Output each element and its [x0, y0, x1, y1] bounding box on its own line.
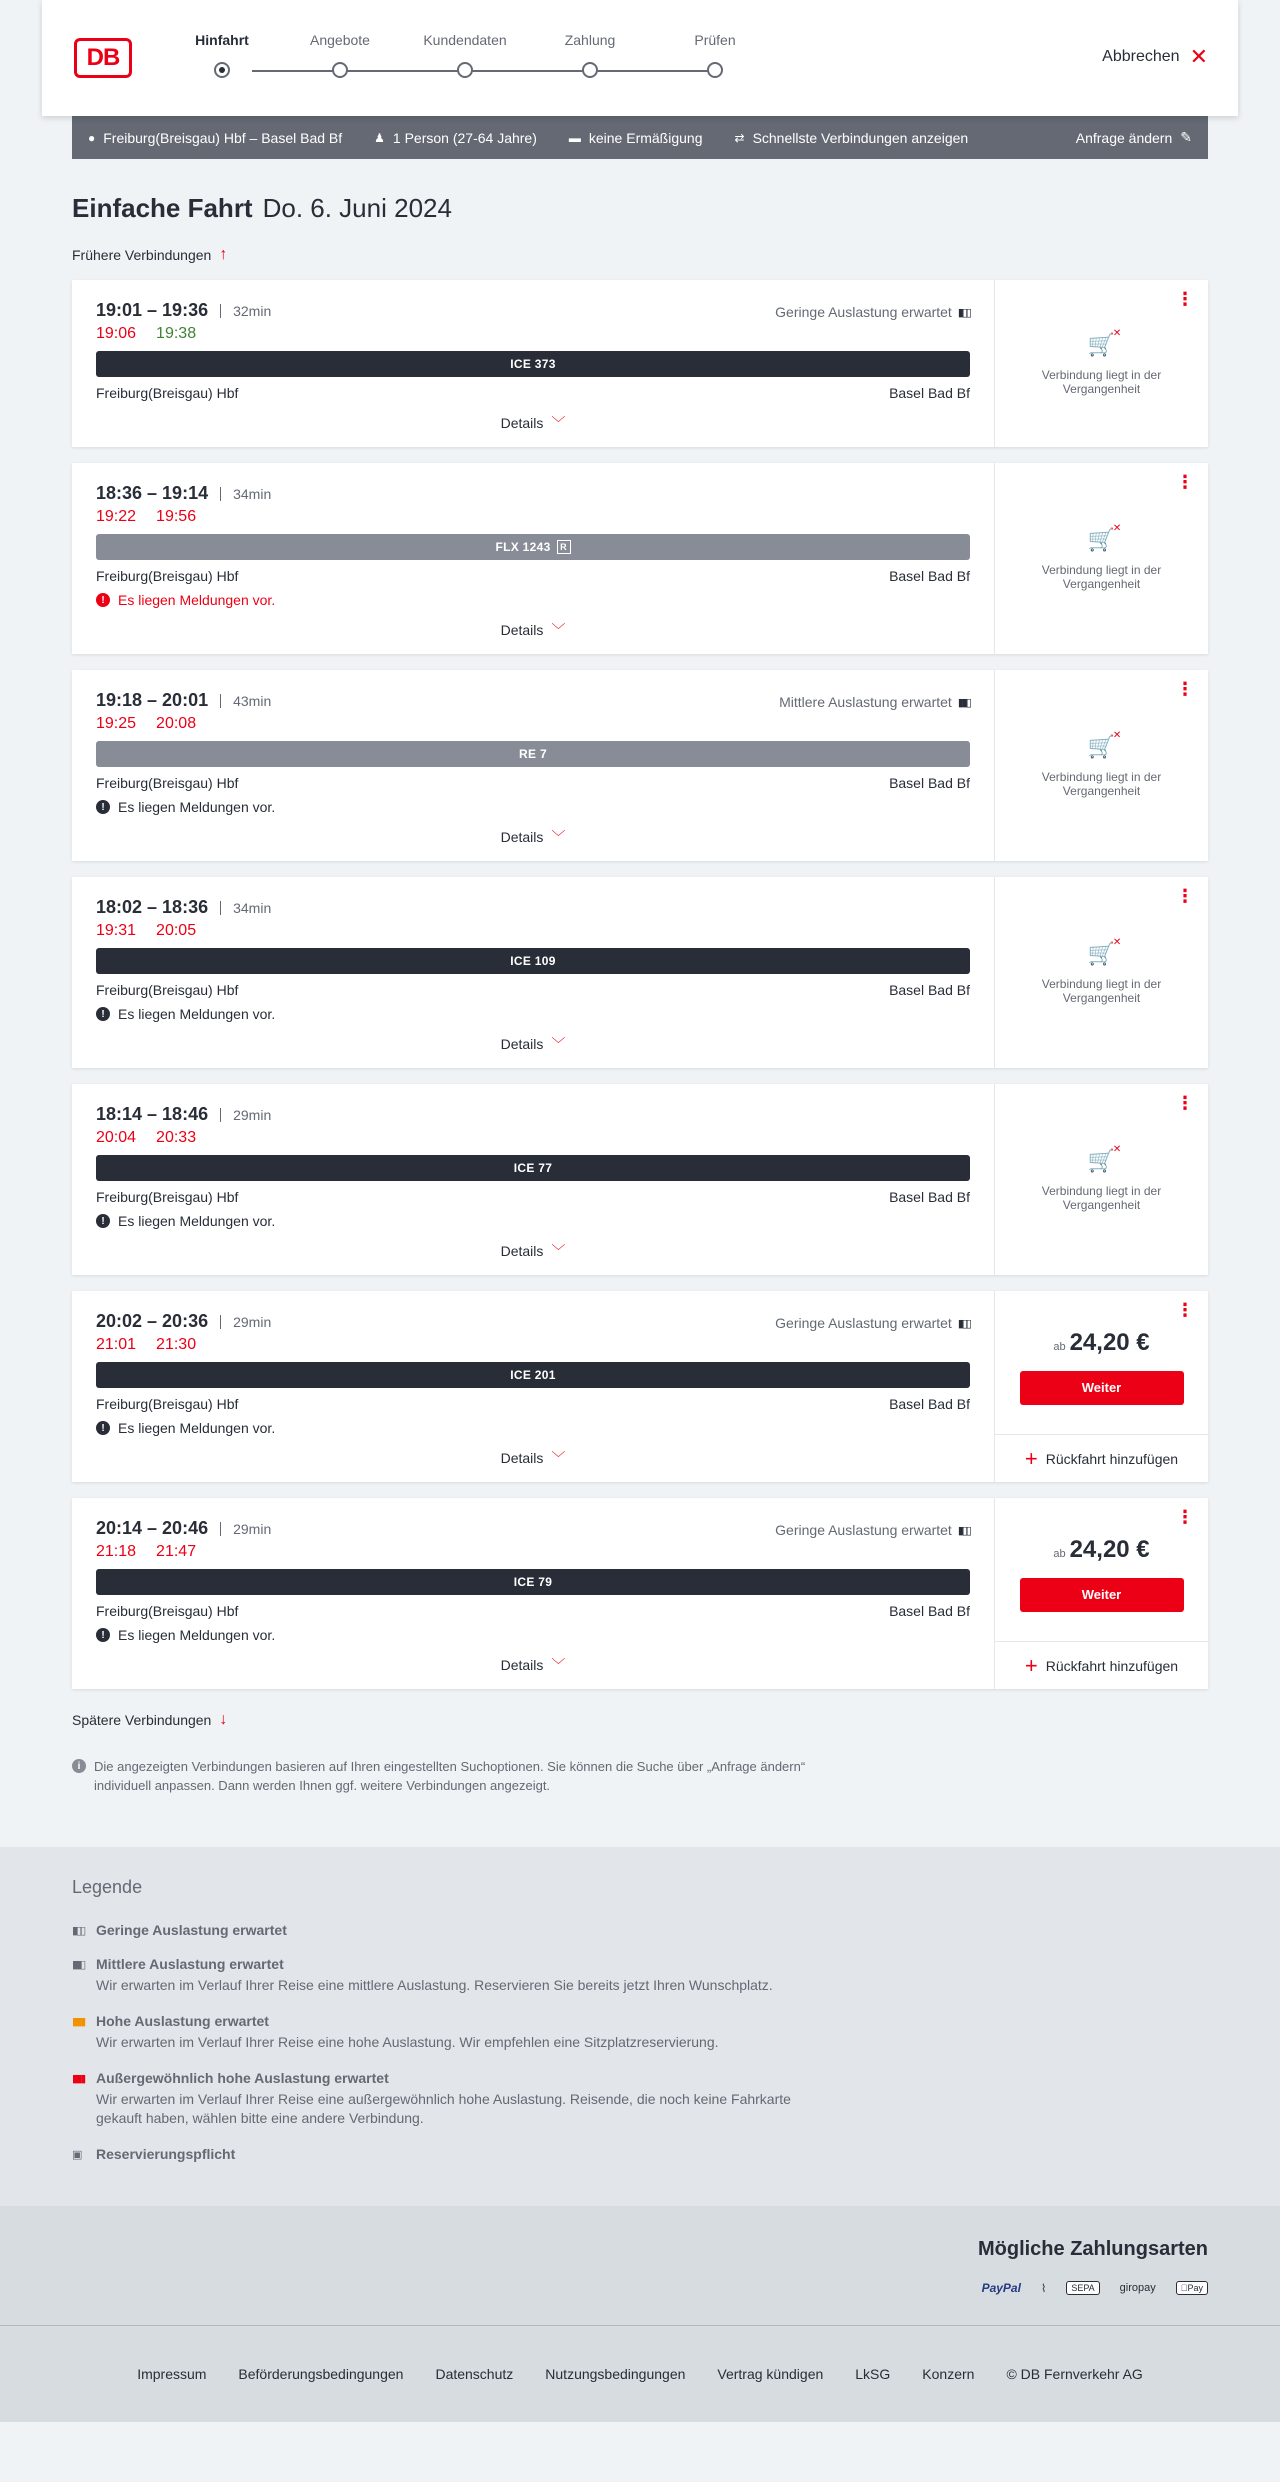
realtime-arrival: 20:33: [156, 1129, 197, 1146]
add-return-trip-button[interactable]: [995, 1434, 1208, 1482]
chevron-down-icon: ﹀: [551, 415, 566, 431]
stations: [96, 1603, 970, 1619]
price-value: 24,20 €: [1069, 1328, 1150, 1356]
contactless-card-icon: ⌇: [1040, 2282, 1047, 2295]
train-name: ICE 77: [513, 1161, 553, 1175]
duration: 32min: [220, 304, 271, 318]
past-text: Verbindung liegt in der Vergangenheit: [1041, 976, 1162, 1005]
occupancy-indicator: [775, 1315, 970, 1331]
alert-icon: !: [96, 593, 110, 607]
legend-item-desc: Wir erwarten im Verlauf Ihrer Reise eine mittlere Auslastung. Reservieren Sie bereits jetzt Ihren Wunschplatz.: [96, 1977, 773, 1993]
destination-station: Basel Bad Bf: [889, 385, 970, 401]
step-label: Kundendaten: [423, 32, 507, 48]
details-label: Details: [500, 1657, 544, 1673]
chevron-down-icon: ﹀: [551, 1243, 566, 1259]
continue-button[interactable]: Weiter: [1020, 1578, 1184, 1612]
details-label: Details: [500, 829, 544, 845]
stations: [96, 1396, 970, 1412]
realtime-arrival: 19:56: [156, 508, 197, 525]
connection-times: [96, 897, 970, 918]
summary-passengers: [374, 130, 537, 146]
footer-link-impressum[interactable]: Impressum: [137, 2366, 207, 2382]
sort-text: Schnellste Verbindungen anzeigen: [752, 129, 969, 146]
step-hinfahrt: [172, 32, 272, 78]
occupancy-high-icon: ▮▮▮: [72, 2015, 85, 2028]
reservation-required-icon: R: [557, 540, 571, 554]
legend-item-head: [72, 2070, 1208, 2086]
step-dot: [582, 62, 598, 78]
realtime-departure: 19:06: [96, 325, 137, 342]
return-label: Rückfahrt hinzufügen: [1045, 1657, 1179, 1674]
footer-link-datenschutz[interactable]: Datenschutz: [435, 2366, 514, 2382]
cancel-button[interactable]: [1102, 44, 1208, 69]
past-text: Verbindung liegt in der Vergangenheit: [1041, 769, 1162, 798]
stations: [96, 1189, 970, 1205]
connection-details: [72, 1291, 995, 1482]
cancel-label: Abbrechen: [1102, 48, 1180, 65]
connection-details: [72, 877, 995, 1068]
origin-station: Freiburg(Breisgau) Hbf: [96, 1189, 239, 1205]
realtime-times: [96, 715, 970, 733]
train-name: ICE 373: [510, 357, 556, 371]
legend-item-desc: Wir erwarten im Verlauf Ihrer Reise eine hohe Auslastung. Wir empfehlen eine Sitzplatzreservierung.: [96, 2034, 719, 2050]
train-bar: [96, 741, 970, 767]
planned-times: 19:01 – 19:36: [96, 300, 209, 320]
continue-button[interactable]: Weiter: [1020, 1371, 1184, 1405]
train-name: ICE 79: [513, 1575, 553, 1589]
step-label: Angebote: [310, 32, 370, 48]
footer-copyright[interactable]: © DB Fernverkehr AG: [1006, 2366, 1143, 2382]
destination-station: Basel Bad Bf: [889, 775, 970, 791]
legend-item-desc: Wir erwarten im Verlauf Ihrer Reise eine außergewöhnlich hohe Auslastung. Reisende, die noch keine Fahrkarte gekauft haben, wählen bitte eine andere Verbindung.: [96, 2091, 791, 2126]
step-dot: [214, 62, 230, 78]
realtime-departure: 21:18: [96, 1543, 137, 1560]
connection-card: [72, 280, 1208, 447]
origin-station: Freiburg(Breisgau) Hbf: [96, 385, 239, 401]
message-notice: [96, 1627, 970, 1643]
duration: 34min: [220, 487, 271, 501]
search-options-note: [72, 1757, 832, 1795]
destination-station: Basel Bad Bf: [889, 1189, 970, 1205]
chevron-down-icon: ﹀: [551, 1657, 566, 1673]
origin-station: Freiburg(Breisgau) Hbf: [96, 775, 239, 791]
more-options-icon[interactable]: ⋮: [1176, 1507, 1194, 1527]
connection-details: [72, 463, 995, 654]
stations: [96, 775, 970, 791]
occupancy-medium-icon: ▮▮▯: [957, 696, 970, 709]
legend-item-title: Geringe Auslastung erwartet: [96, 1922, 287, 1938]
footer-link-befoerderungsbedingungen[interactable]: Beförderungsbedingungen: [238, 2366, 404, 2382]
alert-icon: !: [96, 800, 110, 814]
realtime-times: [96, 1543, 970, 1561]
legend-item-head: [72, 2146, 1208, 2162]
later-connections-button[interactable]: [72, 1711, 1208, 1729]
destination-station: Basel Bad Bf: [889, 568, 970, 584]
more-options-icon[interactable]: ⋮: [1176, 1300, 1194, 1320]
details-toggle[interactable]: [96, 620, 970, 640]
details-toggle[interactable]: [96, 1655, 970, 1675]
legend-item: [72, 2146, 1208, 2162]
reservation-required-icon: ▣: [72, 2148, 81, 2161]
add-return-trip-button[interactable]: [995, 1641, 1208, 1689]
details-label: Details: [500, 1036, 544, 1052]
details-label: Details: [500, 1243, 544, 1259]
past-text: Verbindung liegt in der Vergangenheit: [1041, 562, 1162, 591]
booking-stepper: [172, 32, 772, 82]
payment-content: [72, 2238, 1208, 2295]
message-notice: [96, 1006, 970, 1022]
message-text: Es liegen Meldungen vor.: [118, 1420, 276, 1436]
connection-card: [72, 877, 1208, 1068]
train-name: RE 7: [519, 747, 547, 761]
close-icon: ✕: [1189, 44, 1208, 69]
realtime-arrival: 19:38: [156, 325, 197, 342]
legend-item-title: Hohe Auslastung erwartet: [96, 2013, 269, 2029]
train-bar: [96, 534, 970, 560]
origin-station: Freiburg(Breisgau) Hbf: [96, 1396, 239, 1412]
step-label: Zahlung: [564, 32, 616, 48]
message-text: Es liegen Meldungen vor.: [118, 1627, 276, 1643]
train-bar: [96, 1155, 970, 1181]
alert-icon: !: [96, 1421, 110, 1435]
connection-offer: [995, 1291, 1208, 1482]
occupancy-text: Geringe Auslastung erwartet: [775, 1315, 952, 1331]
occupancy-extreme-icon: ▮▮▮: [72, 2072, 85, 2085]
connection-card: [72, 670, 1208, 861]
message-notice: [96, 1420, 970, 1436]
page-title: [72, 193, 1208, 224]
legend-item: [72, 1956, 1208, 1995]
duration: 43min: [220, 694, 271, 708]
train-name: FLX 1243: [495, 540, 551, 554]
details-label: Details: [500, 415, 544, 431]
note-text: Die angezeigten Verbindungen basieren auf Ihren eingestellten Suchoptionen. Sie können die Suche über „Anfrage ändern“ individuell anpassen. Dann werden Ihnen ggf. weitere Verbindungen angezeigt.: [94, 1759, 806, 1793]
step-label: Prüfen: [694, 32, 736, 48]
planned-times: 19:18 – 20:01: [96, 690, 209, 710]
step-kundendaten: [415, 32, 515, 78]
message-notice: [96, 799, 970, 815]
realtime-times: [96, 922, 970, 940]
footer-link-konzern[interactable]: Konzern: [922, 2366, 975, 2382]
realtime-departure: 19:25: [96, 715, 137, 732]
connection-card: [72, 1498, 1208, 1689]
payment-icons: [72, 2281, 1208, 2295]
chevron-down-icon: ﹀: [551, 1450, 566, 1466]
details-label: Details: [500, 622, 544, 638]
occupancy-low-icon: ▮▯▯: [957, 1524, 970, 1537]
connection-offer: [995, 1084, 1208, 1275]
planned-times: 18:02 – 18:36: [96, 897, 209, 917]
realtime-departure: 19:31: [96, 922, 137, 939]
summary-sort: [735, 130, 969, 146]
connection-card: [72, 463, 1208, 654]
realtime-departure: 21:01: [96, 1336, 137, 1353]
connection-details: [72, 670, 995, 861]
occupancy-low-icon: ▮▯▯: [72, 1924, 85, 1937]
realtime-arrival: 20:05: [156, 922, 197, 939]
train-bar: [96, 351, 970, 377]
chevron-down-icon: ﹀: [551, 829, 566, 845]
details-toggle[interactable]: [96, 827, 970, 847]
destination-station: Basel Bad Bf: [889, 1396, 970, 1412]
pencil-icon: ✎: [1180, 129, 1192, 145]
footer-link-lksg[interactable]: LkSG: [855, 2366, 891, 2382]
connection-offer: [995, 463, 1208, 654]
price: [1053, 1329, 1149, 1357]
step-dot: [332, 62, 348, 78]
arrow-down-icon: ↓: [219, 1711, 228, 1728]
occupancy-medium-icon: ▮▮▯: [72, 1958, 85, 1971]
connection-offer: [995, 1498, 1208, 1689]
connection-card: [72, 1291, 1208, 1482]
past-text: Verbindung liegt in der Vergangenheit: [1041, 367, 1162, 396]
step-label: Hinfahrt: [195, 32, 249, 48]
price-prefix: ab: [1053, 1340, 1066, 1353]
connection-offer: [995, 877, 1208, 1068]
arrow-up-icon: ↑: [219, 246, 228, 263]
payment-methods-section: [0, 2206, 1280, 2325]
later-label: Spätere Verbindungen: [72, 1712, 212, 1728]
train-name: ICE 109: [510, 954, 556, 968]
legend-title: Legende: [72, 1877, 143, 1897]
planned-times: 20:14 – 20:46: [96, 1518, 209, 1538]
details-toggle[interactable]: [96, 1034, 970, 1054]
info-icon: i: [72, 1759, 86, 1773]
origin-station: Freiburg(Breisgau) Hbf: [96, 982, 239, 998]
occupancy-low-icon: ▮▯▯: [957, 306, 970, 319]
destination-station: Basel Bad Bf: [889, 1603, 970, 1619]
origin-station: Freiburg(Breisgau) Hbf: [96, 1603, 239, 1619]
header: [42, 0, 1238, 116]
details-label: Details: [500, 1450, 544, 1466]
legend-item: [72, 2013, 1208, 2052]
stations: [96, 982, 970, 998]
legend-item: [72, 2070, 1208, 2128]
message-text: Es liegen Meldungen vor.: [118, 592, 276, 608]
swap-arrows-icon: ⇄: [734, 130, 745, 145]
occupancy-text: Geringe Auslastung erwartet: [775, 1522, 952, 1538]
connection-times: [96, 483, 970, 504]
connection-card: [72, 1084, 1208, 1275]
change-label: Anfrage ändern: [1075, 129, 1173, 146]
details-toggle[interactable]: [96, 1448, 970, 1468]
legend-section: [0, 1847, 1280, 2206]
price-value: 24,20 €: [1069, 1535, 1150, 1563]
occupancy-text: Geringe Auslastung erwartet: [775, 304, 952, 320]
destination-station: Basel Bad Bf: [889, 982, 970, 998]
realtime-departure: 20:04: [96, 1129, 137, 1146]
main-content: [72, 193, 1208, 1795]
location-pin-icon: ●: [88, 130, 96, 145]
bahncard-icon: ▬: [568, 130, 581, 145]
message-text: Es liegen Meldungen vor.: [118, 799, 276, 815]
connection-times: [96, 1104, 970, 1125]
earlier-label: Frühere Verbindungen: [72, 247, 212, 263]
more-options-icon[interactable]: ⋮: [1176, 472, 1194, 492]
message-notice: [96, 1213, 970, 1229]
message-text: Es liegen Meldungen vor.: [118, 1213, 276, 1229]
cart-unavailable-icon: 🛒 ✕: [1087, 729, 1122, 759]
plus-icon: +: [1024, 1652, 1038, 1678]
search-summary-bar: [72, 116, 1208, 159]
step-dot: [457, 62, 473, 78]
message-text: Es liegen Meldungen vor.: [118, 1006, 276, 1022]
connection-details: [72, 1084, 995, 1275]
legend-item-title: Außergewöhnlich hohe Auslastung erwartet: [96, 2070, 389, 2086]
change-request-button[interactable]: [1076, 129, 1192, 146]
realtime-times: [96, 1336, 970, 1354]
origin-station: Freiburg(Breisgau) Hbf: [96, 568, 239, 584]
duration: 29min: [220, 1522, 271, 1536]
legend-content: [72, 1877, 1208, 2162]
message-notice: [96, 592, 970, 608]
alert-icon: !: [96, 1007, 110, 1021]
alert-icon: !: [96, 1628, 110, 1642]
step-angebote: [290, 32, 390, 78]
legend-item-head: [72, 1956, 1208, 1972]
duration: 29min: [220, 1315, 271, 1329]
legend-item-head: [72, 1922, 1208, 1938]
chevron-down-icon: ﹀: [551, 622, 566, 638]
occupancy-low-icon: ▮▯▯: [957, 1317, 970, 1330]
realtime-times: [96, 325, 970, 343]
connection-offer: [995, 280, 1208, 447]
apple-pay-text: Pay: [1187, 2283, 1203, 2293]
train-name: ICE 201: [510, 1368, 556, 1382]
realtime-arrival: 21:30: [156, 1336, 197, 1353]
step-zahlung: [540, 32, 640, 78]
plus-icon: +: [1024, 1445, 1038, 1471]
occupancy-indicator: [775, 1522, 970, 1538]
footer-link-vertrag-kuendigen[interactable]: Vertrag kündigen: [717, 2366, 824, 2382]
discount-text: keine Ermäßigung: [588, 129, 703, 146]
step-pruefen: [665, 32, 765, 78]
train-bar: [96, 1362, 970, 1388]
title-date: Do. 6. Juni 2024: [262, 193, 452, 223]
planned-times: 20:02 – 20:36: [96, 1311, 209, 1331]
realtime-times: [96, 508, 970, 526]
planned-times: 18:14 – 18:46: [96, 1104, 209, 1124]
details-toggle[interactable]: [96, 413, 970, 433]
planned-times: 18:36 – 19:14: [96, 483, 209, 503]
duration: 34min: [220, 901, 271, 915]
title-trip-type: Einfache Fahrt: [72, 193, 253, 223]
legend-item-head: [72, 2013, 1208, 2029]
realtime-arrival: 20:08: [156, 715, 197, 732]
footer-link-nutzungsbedingungen[interactable]: Nutzungsbedingungen: [545, 2366, 686, 2382]
payment-title: Mögliche Zahlungsarten: [977, 2238, 1208, 2260]
step-dot: [707, 62, 723, 78]
train-bar: [96, 1569, 970, 1595]
db-logo[interactable]: DB: [74, 38, 132, 78]
more-options-icon[interactable]: ⋮: [1176, 1093, 1194, 1113]
connection-details: [72, 1498, 995, 1689]
past-text: Verbindung liegt in der Vergangenheit: [1041, 1183, 1162, 1212]
cart-unavailable-icon: 🛒 ✕: [1087, 327, 1122, 357]
sepa-icon: SEPA: [1066, 2281, 1099, 2295]
passengers-text: 1 Person (27-64 Jahre): [392, 129, 537, 146]
more-options-icon[interactable]: ⋮: [1176, 289, 1194, 309]
cart-unavailable-icon: 🛒 ✕: [1087, 522, 1122, 552]
legend-item-title: Reservierungspflicht: [96, 2146, 236, 2162]
realtime-times: [96, 1129, 970, 1147]
realtime-arrival: 21:47: [156, 1543, 197, 1560]
price: [1053, 1536, 1149, 1564]
occupancy-text: Mittlere Auslastung erwartet: [779, 694, 952, 710]
legend-item-title: Mittlere Auslastung erwartet: [96, 1956, 284, 1972]
realtime-departure: 19:22: [96, 508, 137, 525]
cart-unavailable-icon: 🛒 ✕: [1087, 1143, 1122, 1173]
summary-route: [88, 130, 342, 146]
more-options-icon[interactable]: ⋮: [1176, 886, 1194, 906]
connection-offer: [995, 670, 1208, 861]
cart-unavailable-icon: 🛒 ✕: [1087, 936, 1122, 966]
duration: 29min: [220, 1108, 271, 1122]
route-text: Freiburg(Breisgau) Hbf – Basel Bad Bf: [103, 129, 343, 146]
earlier-connections-button[interactable]: [72, 246, 1208, 264]
giropay-icon: giropay: [1119, 2282, 1156, 2294]
price-prefix: ab: [1053, 1547, 1066, 1560]
legend-item: [72, 1922, 1208, 1938]
stations: [96, 385, 970, 401]
alert-icon: !: [96, 1214, 110, 1228]
person-icon: ♟: [374, 130, 385, 145]
paypal-icon: PayPal: [981, 2281, 1021, 2295]
summary-discount: [569, 130, 703, 146]
more-options-icon[interactable]: ⋮: [1176, 679, 1194, 699]
stations: [96, 568, 970, 584]
return-label: Rückfahrt hinzufügen: [1045, 1450, 1179, 1467]
apple-pay-icon: [1176, 2281, 1208, 2295]
chevron-down-icon: ﹀: [551, 1036, 566, 1052]
connection-details: [72, 280, 995, 447]
footer: [0, 2325, 1280, 2422]
details-toggle[interactable]: [96, 1241, 970, 1261]
occupancy-indicator: [779, 694, 970, 710]
train-bar: [96, 948, 970, 974]
occupancy-indicator: [775, 304, 970, 320]
